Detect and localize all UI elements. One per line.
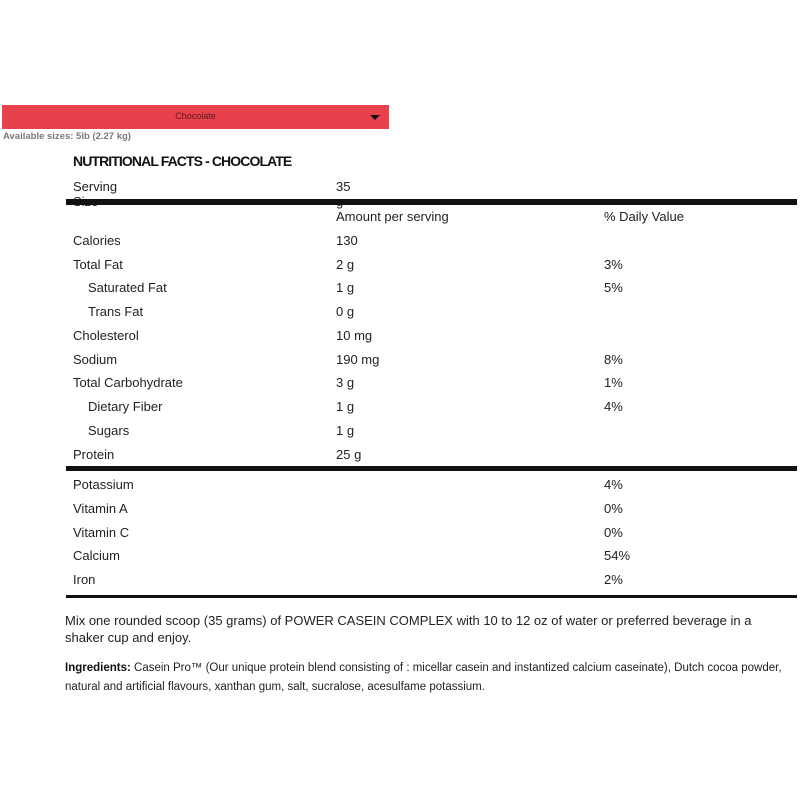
nutrient-name: Sodium bbox=[73, 352, 118, 367]
ingredients-text bbox=[65, 659, 785, 697]
nutrient-amount: 25 g bbox=[336, 447, 362, 462]
vitamin-name: Vitamin C bbox=[73, 525, 130, 540]
vitamin-name: Calcium bbox=[73, 548, 120, 563]
ingredients-label: Ingredients: bbox=[65, 662, 131, 674]
nutrient-name: Dietary Fiber bbox=[88, 399, 163, 414]
nutrient-amount: 190 mg bbox=[336, 352, 380, 367]
nutrient-amount: 2 g bbox=[336, 257, 355, 272]
serving-size-value: 35 bbox=[336, 179, 351, 194]
caret-down-icon[interactable] bbox=[370, 115, 380, 120]
nutrient-amount: 130 bbox=[336, 233, 358, 248]
daily-value-header: % Daily Value bbox=[604, 209, 684, 224]
nutrition-facts-title: NUTRITIONAL FACTS - CHOCOLATE bbox=[73, 153, 292, 169]
nutrient-daily-value: 5% bbox=[604, 280, 623, 295]
nutrient-daily-value: 1% bbox=[604, 375, 623, 390]
nutrient-name: Calories bbox=[73, 233, 121, 248]
nutrient-name: Total Fat bbox=[73, 257, 123, 272]
nutrient-name: Cholesterol bbox=[73, 328, 139, 343]
nutrient-amount: 10 mg bbox=[336, 328, 373, 343]
vitamin-name: Vitamin A bbox=[73, 501, 128, 516]
nutrient-name: Saturated Fat bbox=[88, 280, 167, 295]
flavor-dropdown[interactable] bbox=[2, 105, 389, 129]
nutrient-daily-value: 8% bbox=[604, 352, 623, 367]
nutrient-daily-value: 3% bbox=[604, 257, 623, 272]
serving-size-label: Serving bbox=[73, 179, 118, 194]
directions-text: Mix one rounded scoop (35 grams) of POWER CASEIN COMPLEX with 10 to 12 oz of water or preferred beverage in a shaker cup and enjoy. bbox=[65, 613, 752, 645]
table-bottom-divider bbox=[66, 595, 797, 598]
ingredients-list: Casein Pro™ (Our unique protein blend consisting of : micellar casein and instantized calcium caseinate), Dutch cocoa powder, natural and artificial flavours, xanthan gum, salt, sucralose, acesulfame potassium. bbox=[65, 662, 782, 693]
flavor-selected-value: Chocolate bbox=[175, 111, 216, 121]
nutrient-amount: 0 g bbox=[336, 304, 355, 319]
nutrient-amount: 1 g bbox=[336, 423, 355, 438]
nutrient-amount: 3 g bbox=[336, 375, 355, 390]
nutrient-name: Protein bbox=[73, 447, 115, 462]
nutrient-daily-value: 4% bbox=[604, 399, 623, 414]
vitamin-daily-value: 4% bbox=[604, 477, 623, 492]
nutrient-name: Sugars bbox=[88, 423, 130, 438]
vitamin-daily-value: 2% bbox=[604, 572, 623, 587]
amount-per-serving-header: Amount per serving bbox=[336, 209, 449, 224]
vitamin-name: Potassium bbox=[73, 477, 134, 492]
nutrient-amount: 1 g bbox=[336, 399, 355, 414]
vitamin-name: Iron bbox=[73, 572, 96, 587]
vitamin-daily-value: 54% bbox=[604, 548, 631, 563]
vitamin-daily-value: 0% bbox=[604, 501, 623, 516]
available-sizes-text: Available sizes: 5lb (2.27 kg) bbox=[3, 131, 131, 142]
thick-divider bbox=[66, 466, 797, 471]
nutrient-amount: 1 g bbox=[336, 280, 355, 295]
nutrient-name: Trans Fat bbox=[88, 304, 144, 319]
nutrient-name: Total Carbohydrate bbox=[73, 375, 183, 390]
thick-divider bbox=[66, 199, 797, 205]
vitamin-daily-value: 0% bbox=[604, 525, 623, 540]
